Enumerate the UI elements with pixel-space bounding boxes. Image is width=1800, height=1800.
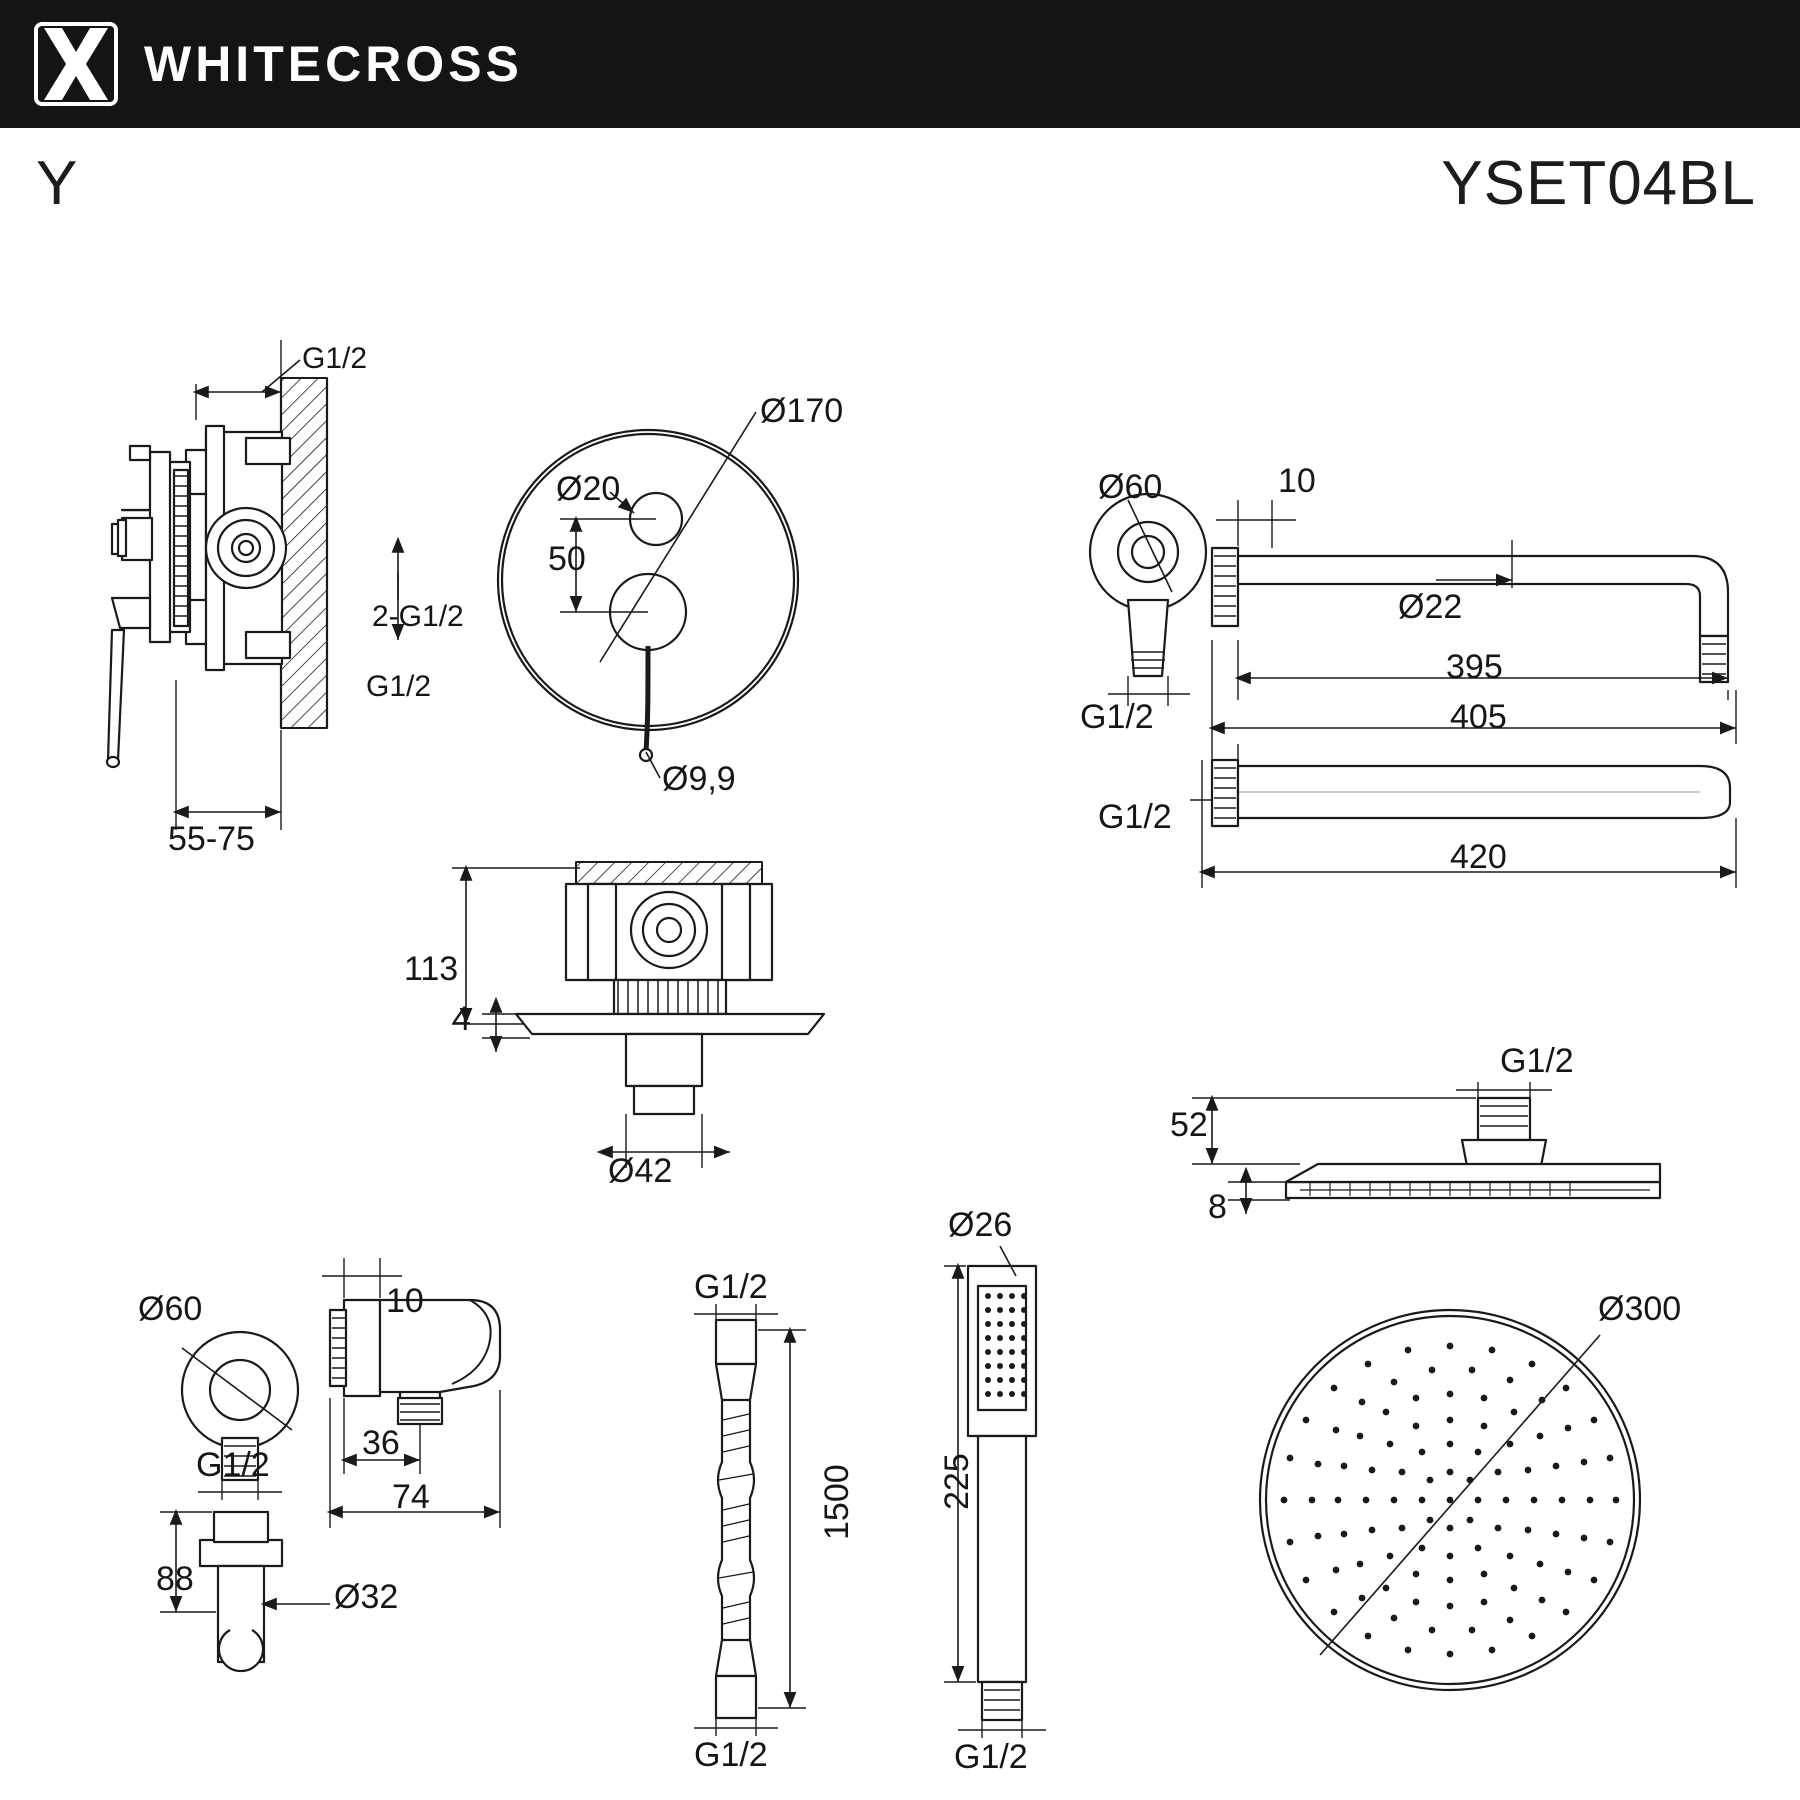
dim-label-d22: Ø22 [1398, 588, 1463, 626]
dim-label-d60-outlet: Ø60 [138, 1290, 203, 1328]
dim-label-d99: Ø9,9 [662, 760, 736, 798]
dim-label-g12-arm: G1/2 [1080, 698, 1154, 736]
dim-label-g12-hose-top: G1/2 [694, 1268, 768, 1306]
dim-label-g12-top: G1/2 [302, 342, 368, 375]
dim-label-2-g12: 2-G1/2 [372, 600, 464, 633]
dim-label-d32: Ø32 [334, 1578, 399, 1616]
dim-label-d170: Ø170 [760, 392, 844, 430]
dim-label-g12-hand-shower: G1/2 [954, 1738, 1028, 1776]
dim-label-g12-bottom: G1/2 [366, 670, 432, 703]
series-label: Y [36, 149, 78, 218]
dim-label-52: 52 [1170, 1106, 1208, 1144]
dim-label-g12-hose-bottom: G1/2 [694, 1736, 768, 1774]
dim-label-50: 50 [548, 540, 586, 578]
dim-label-420: 420 [1450, 838, 1507, 876]
dim-label-405: 405 [1450, 698, 1507, 736]
dim-label-d26: Ø26 [948, 1206, 1013, 1244]
dim-label-88: 88 [156, 1560, 194, 1598]
dim-label-g12-square-head: G1/2 [1500, 1042, 1574, 1080]
dim-label-395: 395 [1446, 648, 1503, 686]
dim-label-225: 225 [938, 1453, 976, 1510]
dim-label-4: 4 [452, 1000, 471, 1038]
dim-label-10-arm: 10 [1278, 462, 1316, 500]
dim-label-8: 8 [1208, 1188, 1227, 1226]
dim-label-55-75: 55-75 [168, 820, 255, 858]
dim-label-g12-straight-arm: G1/2 [1098, 798, 1172, 836]
dim-label-113: 113 [404, 950, 459, 988]
dim-label-36: 36 [362, 1424, 400, 1462]
dim-label-1500: 1500 [818, 1464, 856, 1540]
dim-label-d42: Ø42 [608, 1152, 673, 1190]
dim-label-74: 74 [392, 1478, 430, 1516]
dim-label-g12-outlet: G1/2 [196, 1446, 270, 1484]
dim-label-10-holder: 10 [386, 1282, 424, 1320]
dim-label-d300: Ø300 [1598, 1290, 1682, 1328]
brand-name: WHITECROSS [144, 36, 523, 92]
dim-label-d20: Ø20 [556, 470, 621, 508]
dim-label-d60-arm: Ø60 [1098, 468, 1163, 506]
model-code: YSET04BL [1441, 149, 1756, 218]
